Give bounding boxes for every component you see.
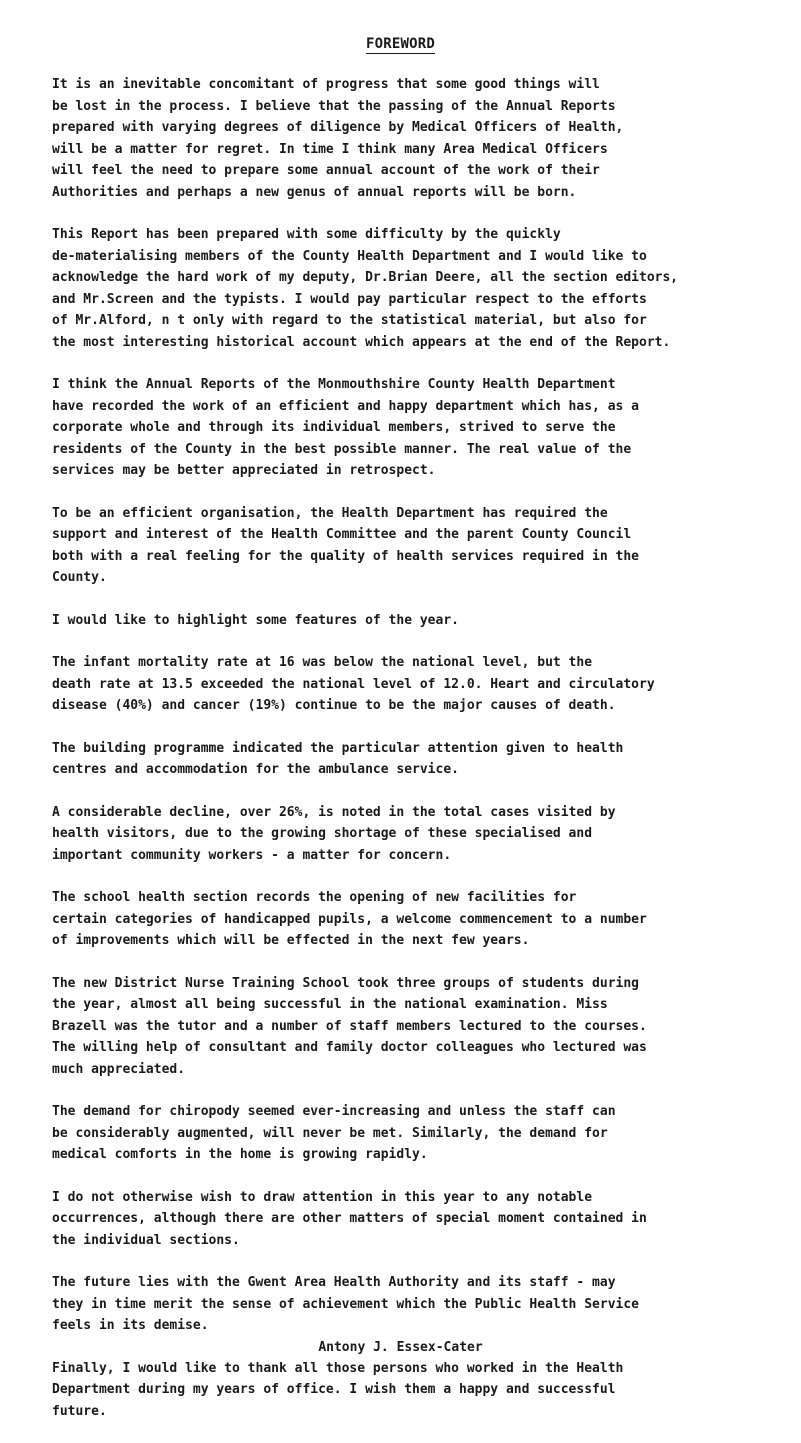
paragraph-line: be considerably augmented, will never be met. Similarly, the demand for (52, 1125, 608, 1141)
paragraph (52, 652, 782, 717)
paragraph-line: corporate whole and through its individual members, strived to serve the (52, 420, 616, 435)
paragraph (52, 1187, 782, 1252)
paragraph-line: services may be better appreciated in retrospect. (52, 463, 436, 478)
paragraph (52, 503, 782, 589)
paragraph-line: centres and accommodation for the ambulance service. (52, 762, 459, 777)
paragraph-line: of Mr.Alford, n t only with regard to the statistical material, but also for (52, 313, 647, 328)
signature: Antony J. Essex-Cater (318, 1340, 483, 1355)
paragraph-line: of improvements which will be effected in the next few years. (52, 933, 530, 948)
paragraph-line: residents of the County in the best possible manner. The real value of the (52, 441, 632, 457)
paragraph-line: de-materialising members of the County Health Department and I would like to (52, 248, 647, 264)
paragraph (52, 374, 782, 482)
paragraph-line: The willing help of consultant and family doctor colleagues who lectured was (52, 1040, 647, 1055)
paragraph-line: Brazell was the tutor and a number of staff members lectured to the courses. (52, 1018, 647, 1034)
paragraph (52, 738, 782, 781)
paragraph-line: This Report has been prepared with some difficulty by the quickly (52, 227, 561, 242)
paragraph (52, 973, 782, 1081)
paragraph-line: The future lies with the Gwent Area Health Authority and its staff - may (52, 1275, 616, 1290)
paragraph-line: The school health section records the opening of new facilities for (52, 890, 577, 905)
paragraph-line: A considerable decline, over 26%, is noted in the total cases visited by (52, 804, 616, 820)
paragraph-line: Authorities and perhaps a new genus of annual reports will be born. (52, 184, 577, 200)
paragraph-line: have recorded the work of an efficient and happy department which has, as a (52, 398, 639, 414)
paragraph (52, 887, 782, 952)
paragraph-line: important community workers - a matter for concern. (52, 847, 452, 863)
paragraph-line: County. (52, 570, 107, 585)
paragraph-line: To be an efficient organisation, the Health Department has required the (52, 505, 608, 521)
paragraph-line: It is an inevitable concomitant of progress that some good things will (52, 77, 600, 92)
paragraph-line: The demand for chiropody seemed ever-increasing and unless the staff can (52, 1104, 616, 1119)
paragraph-line: prepared with varying degrees of diligence by Medical Officers of Health, (52, 120, 624, 135)
paragraph-line: feels in its demise. (52, 1318, 209, 1333)
paragraph-line: The new District Nurse Training School took three groups of students during (52, 975, 639, 991)
paragraph-line: both with a real feeling for the quality of health services required in the (52, 548, 639, 564)
paragraph (52, 224, 782, 353)
paragraph-line: disease (40%) and cancer (19%) continue to be the major causes of death. (52, 698, 616, 713)
paragraph (52, 1358, 782, 1423)
paragraph-line: they in time merit the sense of achievement which the Public Health Service (52, 1296, 639, 1312)
paragraph-line: and Mr.Screen and the typists. I would pay particular respect to the efforts (52, 291, 647, 307)
paragraph-line: The infant mortality rate at 16 was below the national level, but the (52, 655, 593, 670)
page-title-text: FOREWORD (365, 36, 436, 52)
paragraph-line: future. (52, 1403, 107, 1419)
paragraph-line: health visitors, due to the growing shortage of these specialised and (52, 826, 593, 841)
paragraph-line: will be a matter for regret. In time I think many Area Medical Officers (52, 141, 608, 157)
document-body (52, 74, 782, 1443)
paragraph-line: will feel the need to prepare some annual account of the work of their (52, 163, 600, 178)
paragraph-line: The building programme indicated the particular attention given to health (52, 740, 624, 756)
paragraph-line: support and interest of the Health Committee and the parent County Council (52, 527, 632, 542)
paragraph-line: much appreciated. (52, 1061, 186, 1077)
paragraph-line: the individual sections. (52, 1232, 240, 1248)
paragraph (52, 802, 782, 867)
page-title (0, 36, 801, 52)
paragraph-line: death rate at 13.5 exceeded the national level of 12.0. Heart and circulatory (52, 676, 655, 692)
paragraph-line: certain categories of handicapped pupils, a welcome commencement to a number (52, 911, 647, 927)
paragraph-line: Finally, I would like to thank all those persons who worked in the Health (52, 1360, 624, 1376)
paragraph-line: the most interesting historical account which appears at the end of the Report. (52, 334, 671, 350)
paragraph-line: Department during my years of office. I wish them a happy and successful (52, 1382, 616, 1397)
paragraph-line: the year, almost all being successful in the national examination. Miss (52, 997, 608, 1012)
paragraph (52, 74, 782, 203)
paragraph-line: occurrences, although there are other matters of special moment contained in (52, 1211, 647, 1226)
paragraph-line: medical comforts in the home is growing rapidly. (52, 1147, 428, 1162)
paragraph-line: I think the Annual Reports of the Monmouthshire County Health Department (52, 377, 616, 392)
paragraph-line: I would like to highlight some features of the year. (52, 612, 459, 628)
paragraph (52, 1272, 782, 1337)
paragraph (52, 1101, 782, 1166)
paragraph-line: be lost in the process. I believe that the passing of the Annual Reports (52, 98, 616, 114)
paragraph-line: I do not otherwise wish to draw attention in this year to any notable (52, 1189, 593, 1205)
paragraph-line: acknowledge the hard work of my deputy, Dr.Brian Deere, all the section editors, (52, 270, 679, 285)
paragraph (52, 610, 782, 632)
